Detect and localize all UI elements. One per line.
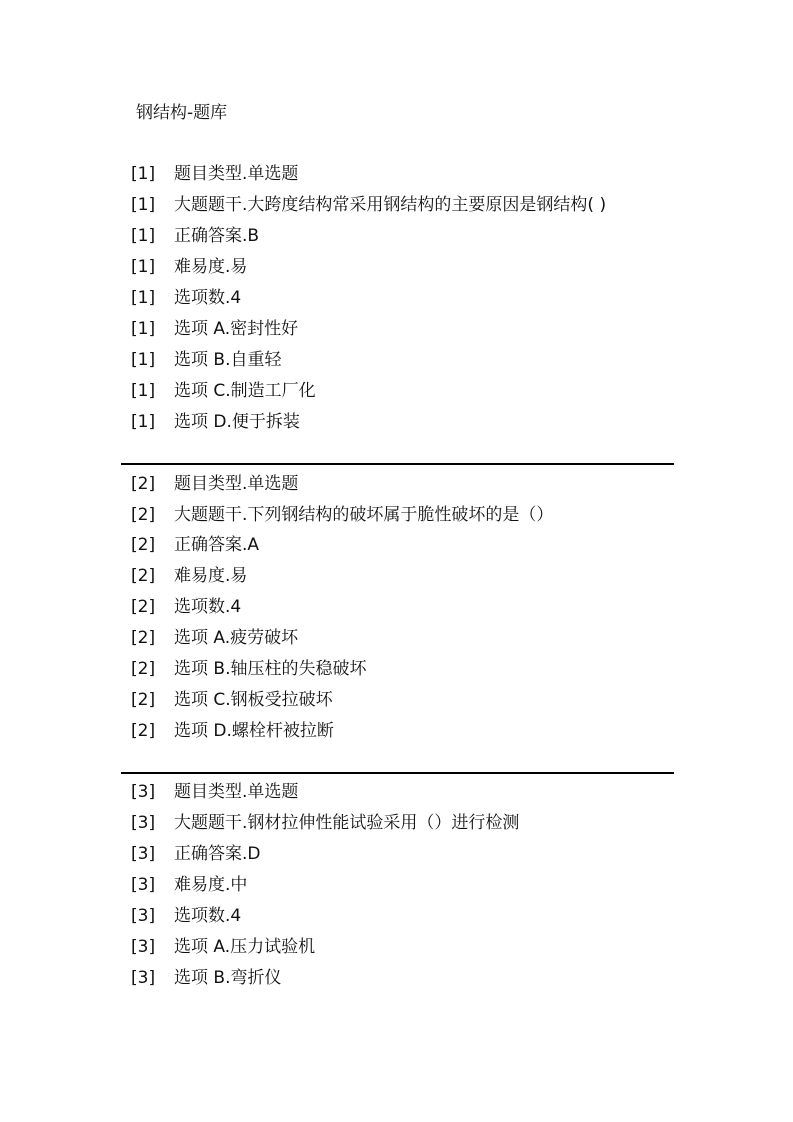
question-type: 题目类型.单选题	[174, 782, 299, 802]
question-number: [2]	[131, 659, 156, 679]
question-stem: 大题题干.大跨度结构常采用钢结构的主要原因是钢结构( )	[174, 195, 607, 215]
question-number: [2]	[131, 721, 156, 741]
option-a: 选项 A.压力试验机	[174, 937, 316, 957]
question-number: [3]	[131, 906, 156, 926]
question-number: [3]	[131, 813, 156, 833]
difficulty: 难易度.中	[174, 875, 248, 895]
option-count: 选项数.4	[174, 288, 242, 308]
question-type: 题目类型.单选题	[174, 474, 299, 494]
question-number: [2]	[131, 474, 156, 494]
document-title: 钢结构-题库	[136, 103, 228, 123]
option-b: 选项 B.自重轻	[174, 350, 282, 370]
question-number: [1]	[131, 164, 156, 184]
option-count: 选项数.4	[174, 597, 242, 617]
question-divider	[121, 772, 674, 774]
option-b: 选项 B.弯折仪	[174, 968, 282, 988]
question-number: [1]	[131, 350, 156, 370]
question-number: [3]	[131, 937, 156, 957]
question-number: [3]	[131, 782, 156, 802]
question-number: [1]	[131, 226, 156, 246]
question-number: [2]	[131, 505, 156, 525]
option-a: 选项 A.疲劳破坏	[174, 628, 299, 648]
question-stem: 大题题干.下列钢结构的破坏属于脆性破坏的是（）	[174, 505, 554, 525]
difficulty: 难易度.易	[174, 257, 248, 277]
question-stem: 大题题干.钢材拉伸性能试验采用（）进行检测	[174, 813, 520, 833]
difficulty: 难易度.易	[174, 566, 248, 586]
question-number: [2]	[131, 597, 156, 617]
question-number: [1]	[131, 319, 156, 339]
question-number: [3]	[131, 844, 156, 864]
question-number: [1]	[131, 381, 156, 401]
question-number: [3]	[131, 968, 156, 988]
option-c: 选项 C.钢板受拉破坏	[174, 690, 333, 710]
correct-answer: 正确答案.D	[174, 844, 261, 864]
option-count: 选项数.4	[174, 906, 242, 926]
question-number: [2]	[131, 566, 156, 586]
option-d: 选项 D.便于拆装	[174, 412, 300, 432]
question-number: [1]	[131, 257, 156, 277]
option-a: 选项 A.密封性好	[174, 319, 299, 339]
question-number: [2]	[131, 628, 156, 648]
question-number: [1]	[131, 412, 156, 432]
question-number: [3]	[131, 875, 156, 895]
correct-answer: 正确答案.B	[174, 226, 260, 246]
option-c: 选项 C.制造工厂化	[174, 381, 316, 401]
question-number: [2]	[131, 690, 156, 710]
question-number: [1]	[131, 288, 156, 308]
question-number: [1]	[131, 195, 156, 215]
question-divider	[121, 463, 674, 465]
option-d: 选项 D.螺栓杆被拉断	[174, 721, 334, 741]
correct-answer: 正确答案.A	[174, 535, 260, 555]
question-number: [2]	[131, 535, 156, 555]
question-type: 题目类型.单选题	[174, 164, 299, 184]
option-b: 选项 B.轴压柱的失稳破坏	[174, 659, 367, 679]
